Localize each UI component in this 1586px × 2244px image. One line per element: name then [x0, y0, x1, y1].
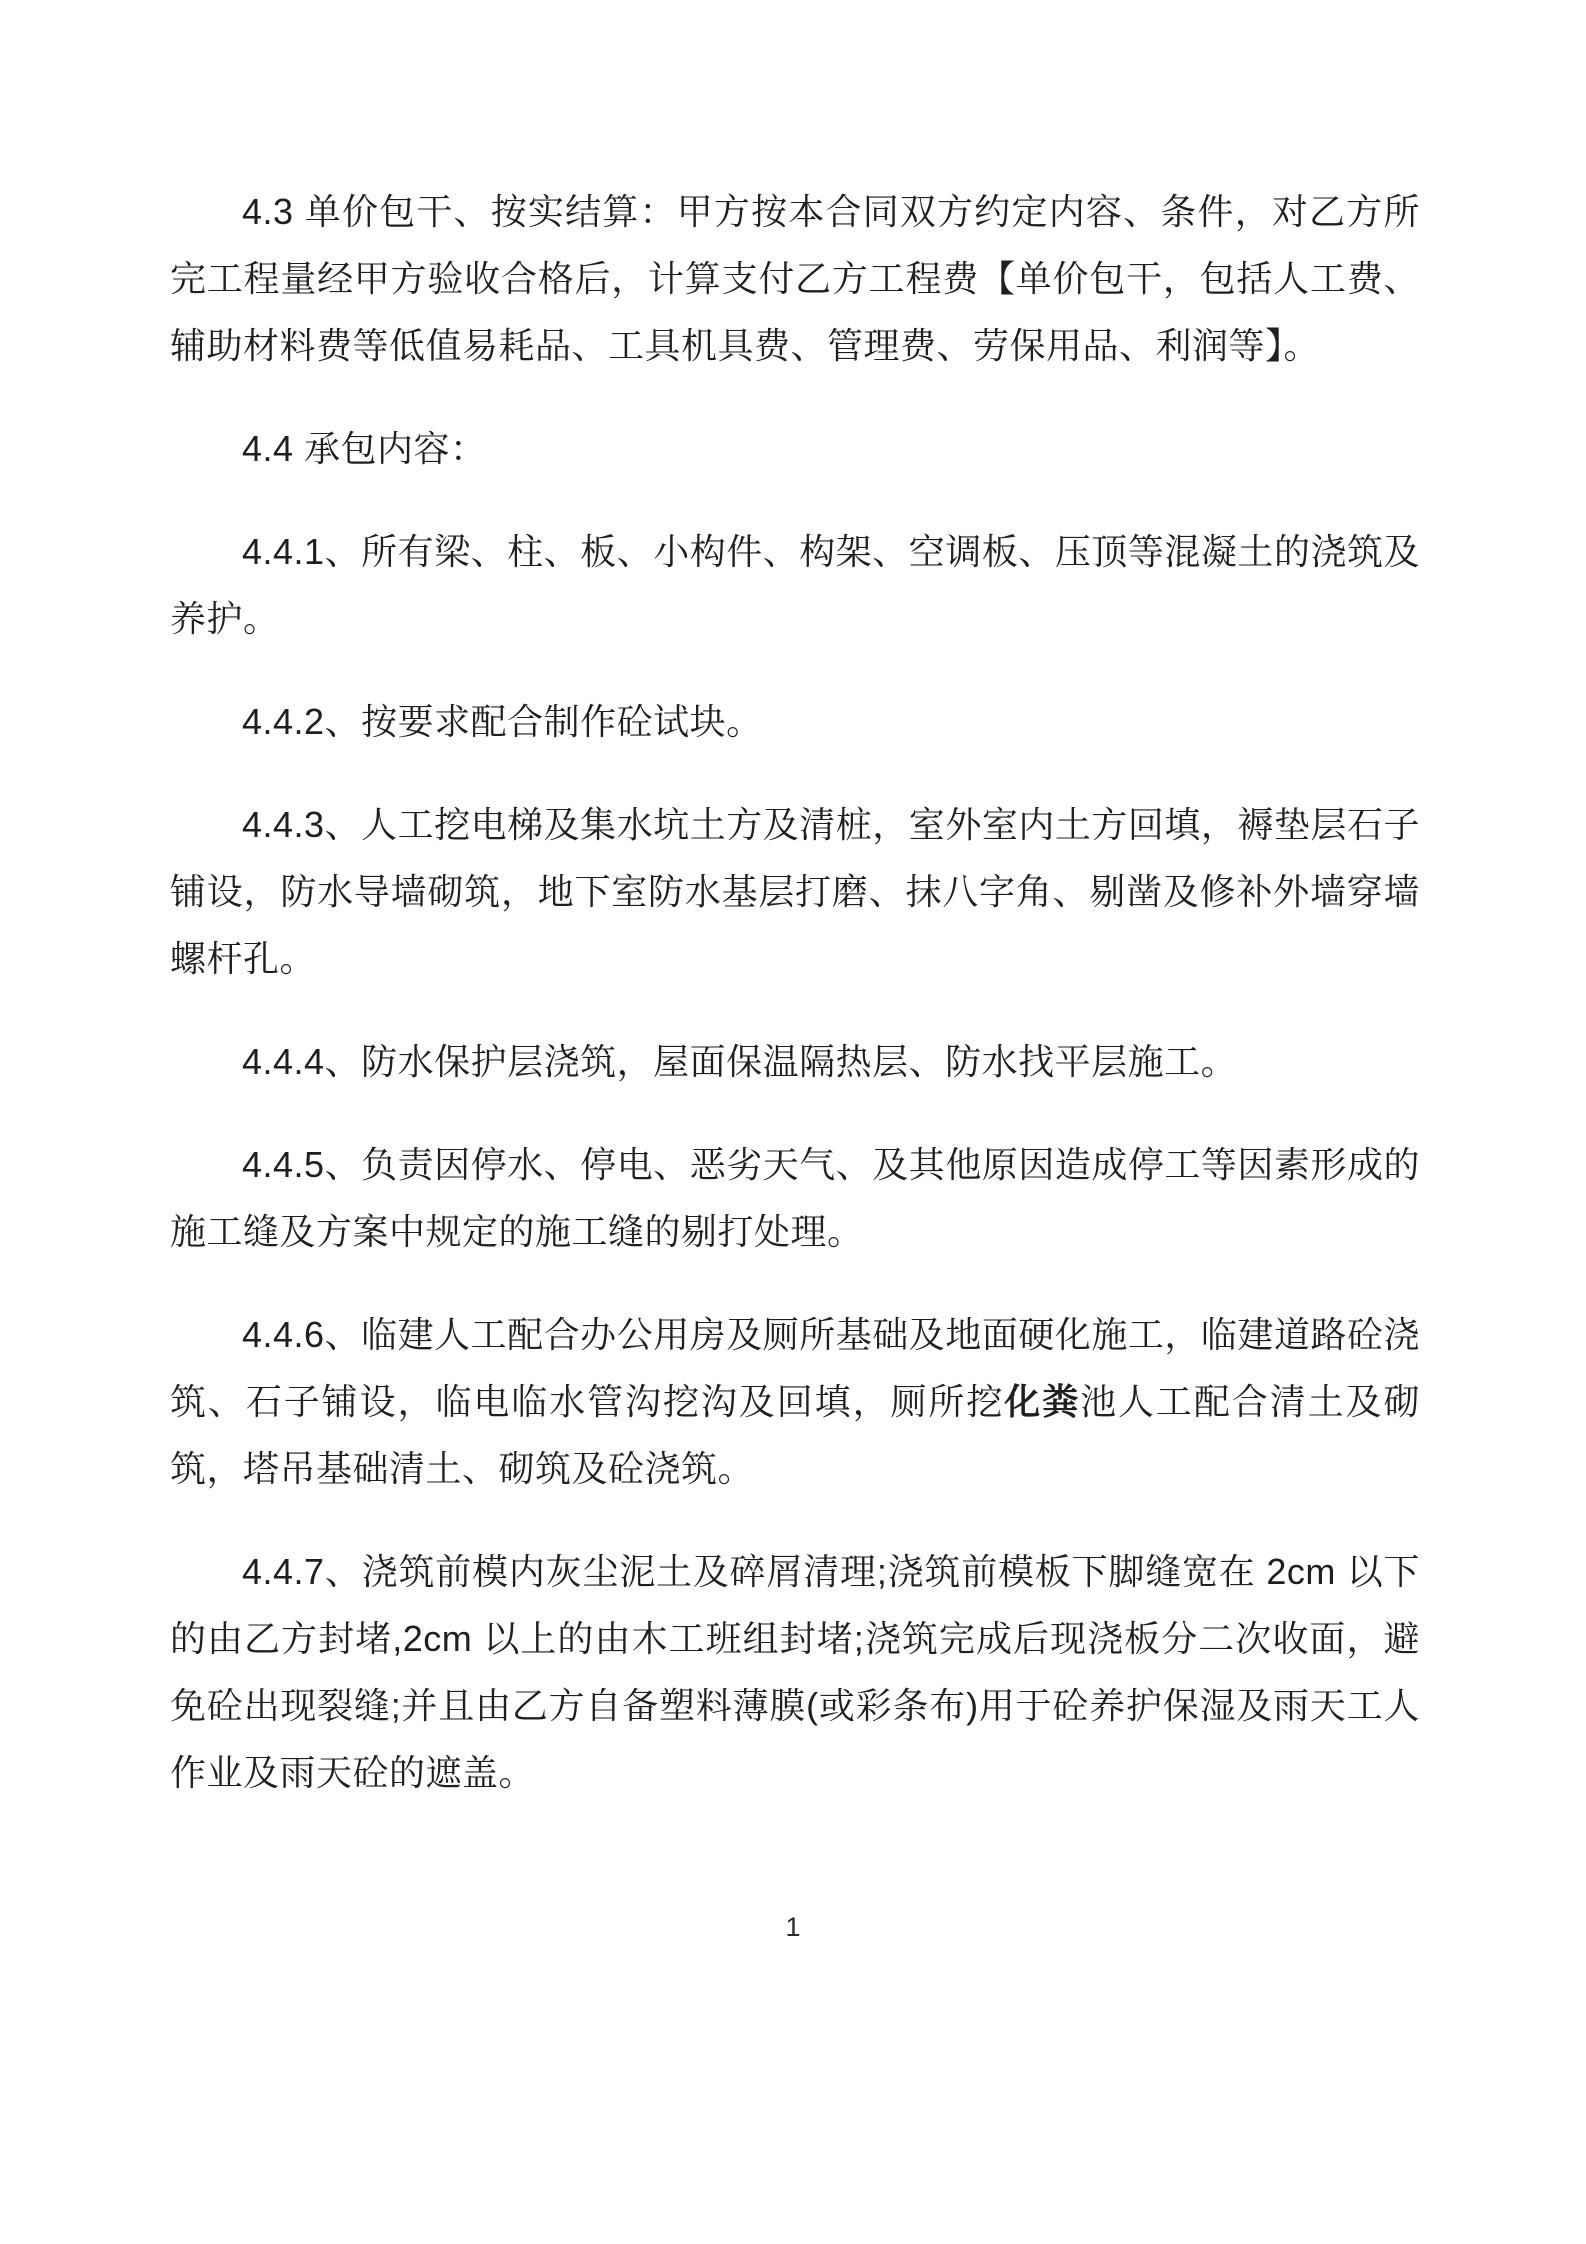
paragraph-4-4-6-text-bold: 化粪 [1004, 1381, 1081, 1422]
document-body [170, 178, 1420, 1842]
paragraph-4-4-6-text-pre: 4.4.6、临建人工配合办公用房及厕所基础及地面硬化施工，临建道路砼浇筑、石子铺设，临电临水管沟挖沟及回填，厕所挖 [170, 1314, 1420, 1422]
paragraph-4-4-4: 4.4.4、防水保护层浇筑，屋面保温隔热层、防水找平层施工。 [242, 1041, 1238, 1082]
paragraph-4-4-7: 4.4.7、浇筑前模内灰尘泥土及碎屑清理;浇筑前模板下脚缝宽在 2cm 以下的由乙方封堵,2cm 以上的由木工班组封堵;浇筑完成后现浇板分二次收面，避免砼出现裂缝;并且由乙方自备塑料薄膜(或彩条布)用于砼养护保湿及雨天工人作业及雨天砼的遮盖。 [170, 1551, 1420, 1793]
paragraph-4-4-5: 4.4.5、负责因停水、停电、恶劣天气、及其他原因造成停工等因素形成的施工缝及方案中规定的施工缝的剔打处理。 [170, 1144, 1420, 1252]
paragraph-4-3: 4.3 单价包干、按实结算：甲方按本合同双方约定内容、条件，对乙方所完工程量经甲方验收合格后，计算支付乙方工程费【单价包干，包括人工费、辅助材料费等低值易耗品、工具机具费、管理费、劳保用品、利润等】。 [170, 191, 1420, 366]
paragraph-4-4-heading: 4.4 承包内容： [242, 428, 487, 469]
paragraph-4-4-6-text-post: 池人工配合清土及砌筑，塔吊基础清土、砌筑及砼浇筑。 [170, 1381, 1420, 1489]
paragraph-4-4-3: 4.4.3、人工挖电梯及集水坑土方及清桩，室外室内土方回填，褥垫层石子铺设，防水导墙砌筑，地下室防水基层打磨、抹八字角、剔凿及修补外墙穿墙螺杆孔。 [170, 804, 1420, 979]
paragraph-4-4-2: 4.4.2、按要求配合制作砼试块。 [242, 701, 763, 742]
paragraph-4-4-1: 4.4.1、所有梁、柱、板、小构件、构架、空调板、压顶等混凝土的浇筑及养护。 [170, 531, 1420, 639]
page-number: 1 [785, 1912, 801, 1942]
paragraph-4-4-6 [170, 1301, 1420, 1502]
